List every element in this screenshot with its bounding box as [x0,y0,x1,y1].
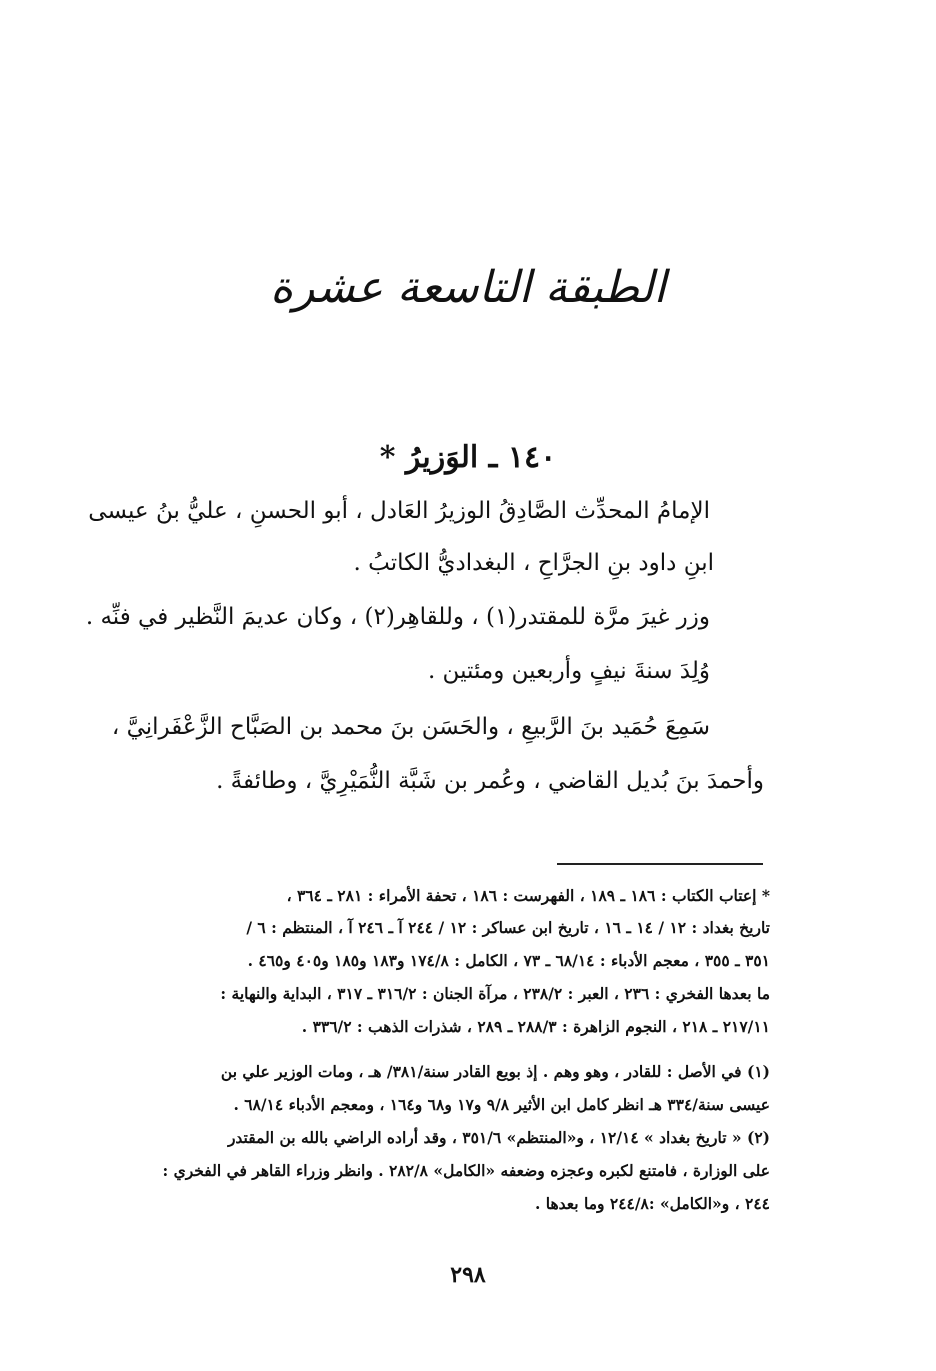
body-line: وُلِدَ سنةَ نيفٍ وأربعين ومئتين . [427,658,710,684]
footnote-line: ما بعدها الفخري : ٢٣٦ ، العبر : ٢٣٨/٢ ، مرآة الجنان : ٣١٦/٢ ـ ٣١٧ ، البداية والنهاية : [220,984,770,1003]
footnote-line: ٢٤٤ ، و«الكامل» :٢٤٤/٨ وما بعدها . [534,1194,770,1213]
section-title: الطبقة التاسعة عشرة [270,262,666,313]
footnote-line: (٢) « تاريخ بغداد » ١٢/١٤ ، و«المنتظم» ٣٥١/٦ ، وقد أراده الراضي بالله بن المقتدر [227,1128,770,1147]
body-line: الإمامُ المحدِّث الصَّادِقُ الوزيرُ العَادل ، أبو الحسنِ ، عليُّ بنُ عيسى [88,498,710,524]
footnote-line: (١) في الأصل : للقادر ، وهو وهم . إذ بويع القادر سنة/٣٨١/ هـ ، ومات الوزير علي بن [220,1062,770,1081]
footnote-line: * إعتاب الكتاب : ١٨٦ ـ ١٨٩ ، الفهرست : ١٨٦ ، تحفة الأمراء : ٢٨١ ـ ٣٦٤ ، [286,886,770,905]
body-line: وأحمدَ بنَ بُديل القاضي ، وعُمر بن شَبَّة النُّمَيْرِيَّ ، وطائفةً . [216,768,764,794]
footnote-line: ٣٥١ ـ ٣٥٥ ، معجم الأدباء : ٦٨/١٤ ـ ٧٣ ، الكامل : ١٧٤/٨ و١٨٣ و١٨٥ و٤٠٥ و٤٦٥ . [247,951,770,970]
body-line: سَمِعَ حُمَيد بنَ الرَّبيعِ ، والحَسَن بنَ محمد بن الصَبَّاح الزَّعْفَرانِيَّ ، [111,714,710,740]
body-line: ابنِ داود بنِ الجرَّاحِ ، البغداديُّ الكاتبُ . [353,550,714,576]
entry-heading: ١٤٠ ـ الوَزيرُ * [379,440,557,475]
footnote-line: تاريخ بغداد : ١٢ / ١٤ ـ ١٦ ، تاريخ ابن عساكر : ١٢ / ٢٤٤ آ ـ ٢٤٦ آ ، المنتظم : ٦ / [246,918,770,937]
footnote-line: عيسى سنة/٣٣٤ هـ انظر كامل ابن الأثير ٩/٨ و١٧ و٦٨ و١٦٤ ، ومعجم الأدباء ٦٨/١٤ . [233,1095,770,1114]
footnote-line: ٢١٧/١١ ـ ٢١٨ ، النجوم الزاهرة : ٢٨٨/٣ ـ ٢٨٩ ، شذرات الذهب : ٣٣٦/٢ . [301,1017,770,1036]
footnote-separator [557,863,763,865]
footnote-line: على الوزارة ، فامتنع لكبره وعجزه وضعفه «الكامل» ٢٨٢/٨ . وانظر وزراء القاهر في الفخري : [162,1161,770,1180]
body-line: وزر غيرَ مرَّة للمقتدر(١) ، وللقاهِر(٢) ، وكان عديمَ النَّظير في فنِّه . [85,604,710,630]
page-number: ٢٩٨ [450,1262,486,1288]
